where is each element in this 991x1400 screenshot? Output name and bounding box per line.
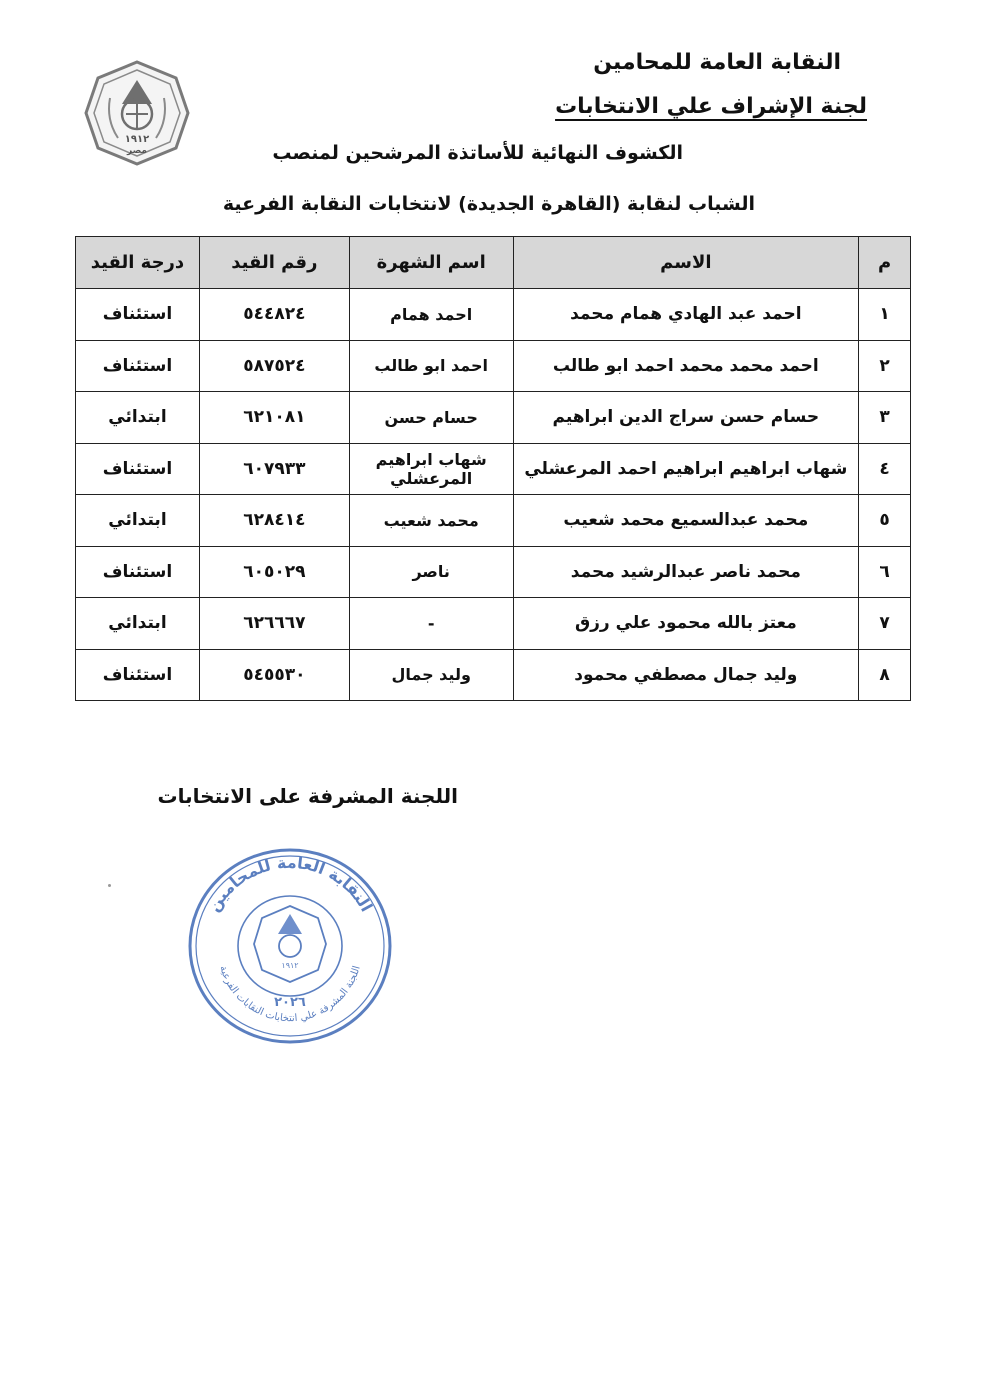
speck-mark — [108, 884, 111, 887]
official-stamp — [180, 838, 400, 1048]
cell-name: حسام حسن سراج الدين ابراهيم — [513, 392, 858, 444]
cell-degree: استئناف — [76, 340, 200, 392]
candidates-table-wrapper — [75, 236, 911, 701]
cell-degree: استئناف — [76, 443, 200, 495]
document-title-line1: الكشوف النهائية للأساتذة المرشحين لمنصب — [272, 142, 683, 164]
document-title-line2: الشباب لنقابة (القاهرة الجديدة) لانتخابات النقابة الفرعية — [222, 193, 755, 215]
cell-degree: استئناف — [76, 649, 200, 701]
cell-reg: ٦٠٥٠٢٩ — [199, 546, 349, 598]
column-header-degree: درجة القيد — [76, 237, 200, 289]
stamp-outer-text: النقابة العامة للمحامين — [203, 852, 377, 915]
logo-year: ١٩١٢ — [124, 134, 150, 145]
table-row — [76, 289, 911, 341]
cell-fame: ناصر — [349, 546, 513, 598]
table-row — [76, 546, 911, 598]
cell-fame: احمد ابو طالب — [349, 340, 513, 392]
cell-name: محمد عبدالسميع محمد شعيب — [513, 495, 858, 547]
cell-name: معتز بالله محمود علي رزق — [513, 598, 858, 650]
cell-reg: ٥٤٥٥٣٠ — [199, 649, 349, 701]
cell-number: ٣ — [859, 392, 911, 444]
cell-degree: ابتدائي — [76, 495, 200, 547]
cell-number: ٤ — [859, 443, 911, 495]
column-header-reg: رقم القيد — [199, 237, 349, 289]
cell-name: شهاب ابراهيم ابراهيم احمد المرعشلي — [513, 443, 858, 495]
logo-country: مصر — [126, 146, 148, 156]
table-row — [76, 649, 911, 701]
cell-fame: وليد جمال — [349, 649, 513, 701]
bar-association-logo — [82, 58, 192, 168]
cell-fame: محمد شعيب — [349, 495, 513, 547]
committee-name: لجنة الإشراف علي الانتخابات — [555, 94, 867, 119]
table-row — [76, 495, 911, 547]
column-header-name: الاسم — [513, 237, 858, 289]
cell-fame: - — [349, 598, 513, 650]
org-name: النقابة العامة للمحامين — [593, 50, 841, 75]
cell-name: احمد عبد الهادي همام محمد — [513, 289, 858, 341]
logo-emblem-icon — [82, 58, 192, 168]
table-row — [76, 340, 911, 392]
candidates-table — [75, 236, 911, 701]
cell-name: وليد جمال مصطفي محمود — [513, 649, 858, 701]
column-header-fame: اسم الشهرة — [349, 237, 513, 289]
cell-number: ٢ — [859, 340, 911, 392]
table-row — [76, 392, 911, 444]
cell-reg: ٦٢٨٤١٤ — [199, 495, 349, 547]
cell-number: ٨ — [859, 649, 911, 701]
cell-number: ٥ — [859, 495, 911, 547]
stamp-lower-text: اللجنة المشرفة علي انتخابات النقابات الفرعية — [217, 964, 363, 1025]
cell-reg: ٥٨٧٥٢٤ — [199, 340, 349, 392]
table-row — [76, 598, 911, 650]
stamp-inner-year: ١٩١٢ — [281, 961, 299, 970]
cell-fame: حسام حسن — [349, 392, 513, 444]
cell-degree: ابتدائي — [76, 598, 200, 650]
cell-name: محمد ناصر عبدالرشيد محمد — [513, 546, 858, 598]
cell-fame: احمد همام — [349, 289, 513, 341]
cell-number: ٦ — [859, 546, 911, 598]
cell-reg: ٦٢٦٦٦٧ — [199, 598, 349, 650]
cell-fame: شهاب ابراهيم المرعشلي — [349, 443, 513, 495]
cell-degree: استئناف — [76, 546, 200, 598]
cell-degree: استئناف — [76, 289, 200, 341]
stamp-seal-icon — [180, 838, 400, 1048]
cell-number: ١ — [859, 289, 911, 341]
table-row — [76, 443, 911, 495]
cell-name: احمد محمد محمد احمد ابو طالب — [513, 340, 858, 392]
table-header-row — [76, 237, 911, 289]
cell-reg: ٦٢١٠٨١ — [199, 392, 349, 444]
cell-number: ٧ — [859, 598, 911, 650]
stamp-year: ٢٠٢٦ — [274, 995, 306, 1010]
cell-degree: ابتدائي — [76, 392, 200, 444]
cell-reg: ٦٠٧٩٣٣ — [199, 443, 349, 495]
supervising-committee-label: اللجنة المشرفة على الانتخابات — [157, 784, 458, 808]
cell-reg: ٥٤٤٨٢٤ — [199, 289, 349, 341]
column-header-number: م — [859, 237, 911, 289]
